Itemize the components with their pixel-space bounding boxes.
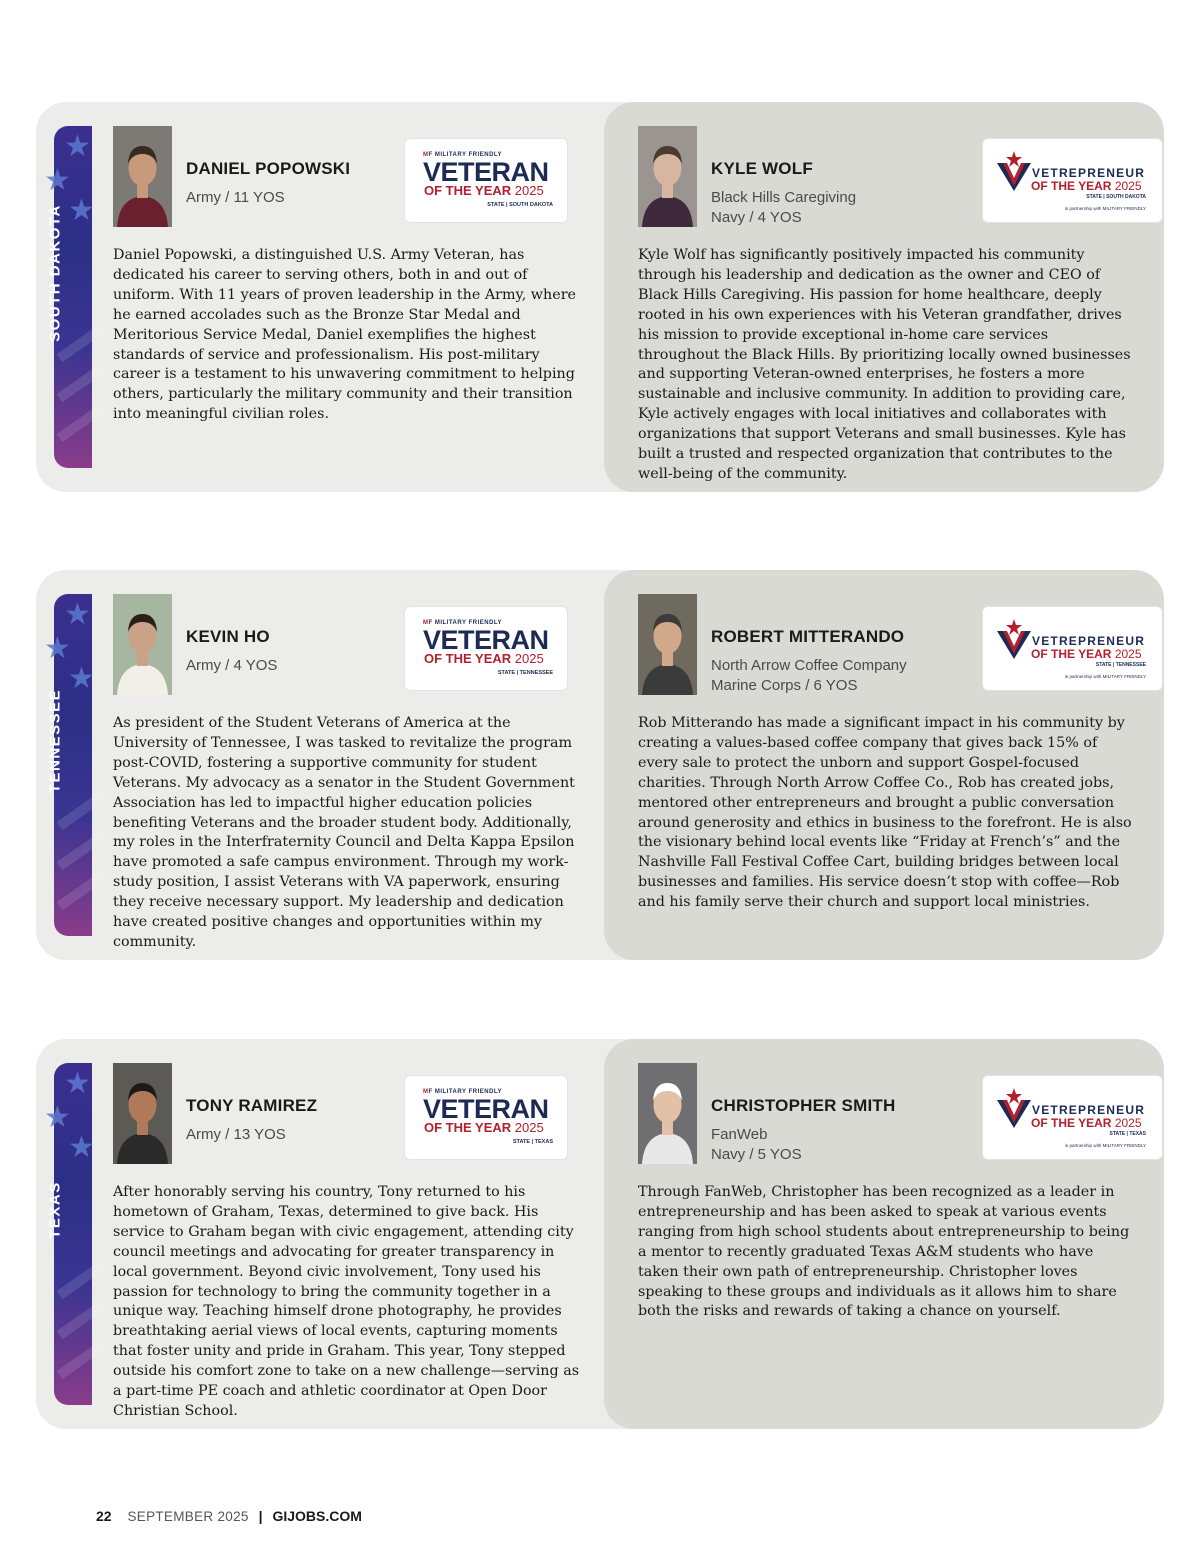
vetrepreneur-of-the-year-badge: [983, 139, 1162, 222]
flag-stripe: [57, 788, 112, 831]
honoree-photo: [638, 594, 697, 695]
flag-stripe: [57, 868, 112, 911]
flag-stripe: [57, 828, 112, 871]
state-section: ★ ★ ★ TEXAS TONY RAMIREZ Army / 13 YOS MF MILITARY FRIENDLY VETERAN OF THE YEAR 2025 STATE | TEXAS After honorably serving his country, Tony returned to his hometown of Graham, Texas, determined to give back. His service to Graham began with civic engagement, attending city council meetings and advocating for greater transparency in local government. Beyond civic involvement, Tony used his passion for technology to bring the community together in a unique way. Teaching himself drone photography, he provides breathtaking aerial views of local events, capturing moments that foster unity and pride in Graham. This year, Tony stepped outside his comfort zone to take on a new challenge—serving as a part-time PE coach and athletic coordinator at Open Door Christian School. CHRISTOPHER SMITH FanWeb Navy / 5 YOS VETREPRENEUR OF THE YEAR 2025 STATE | TEXAS in partnership with MILITARY FRIENDLY Through FanWeb, Christopher has been recognized as a leader in entrepreneurship and has been asked to speak at various events ranging from high school students about entrepreneurship to being a mentor to recently graduated Texas A&M students who have taken their own path of entrepreneurship. Christopher loves speaking to these groups and individuals as it allows him to share both the risks and rewards of taking a chance on yourself.: [36, 1039, 1164, 1429]
honoree-meta: [186, 188, 285, 208]
honoree-photo: [113, 594, 172, 695]
badge-state-line: STATE | TENNESSEE: [1095, 662, 1146, 668]
honoree-meta-line: Navy / 5 YOS: [711, 1146, 802, 1163]
veteran-of-the-year-badge: [405, 1076, 567, 1159]
star-icon: ★: [44, 1101, 71, 1134]
star-chevron-logo-icon: [995, 1086, 1033, 1128]
badge-partner-line: in partnership with MILITARY FRIENDLY: [1064, 1143, 1146, 1148]
honoree-photo: [113, 1063, 172, 1164]
honoree-bio: Daniel Popowski, a distinguished U.S. Army Veteran, has dedicated his career to serving others, both in and out of uniform. With 11 years of proven leadership in the Army, where he earned accolades such as the Bronze Star Medal and Meritorious Service Medal, Daniel exemplifies the highest standards of service and professionalism. His post-military career is a testament to his unwavering commitment to helping others, particularly the military community and their transition into meaningful civilian roles.: [113, 247, 577, 423]
star-chevron-logo-icon: [995, 149, 1033, 191]
state-section: ★ ★ ★ SOUTH DAKOTA DANIEL POPOWSKI Army / 11 YOS MF MILITARY FRIENDLY VETERAN OF THE YEAR 2025 STATE | SOUTH DAKOTA Daniel Popowski, a distinguished U.S. Army Veteran, has dedicated his career to serving others, both in and out of uniform. With 11 years of proven leadership in the Army, where he earned accolades such as the Bronze Star Medal and Meritorious Service Medal, Daniel exemplifies the highest standards of service and professionalism. His post-military career is a testament to his unwavering commitment to helping others, particularly the military community and their transition into meaningful civilian roles. KYLE WOLF Black Hills Caregiving Navy / 4 YOS VETREPRENEUR OF THE YEAR 2025 STATE | SOUTH DAKOTA in partnership with MILITARY FRIENDLY Kyle Wolf has significantly positively impacted his community through his leadership and dedication as the owner and CEO of Black Hills Caregiving. His passion for home healthcare, deeply rooted in his own experiences with his Veteran grandfather, drives his mission to provide exceptional in-home care services throughout the Black Hills. By prioritizing locally owned businesses and supporting Veteran-owned enterprises, he fosters a more sustainable and inclusive community. In addition to providing care, Kyle actively engages with local initiatives and collaborates with organizations that support Veterans and small businesses. Kyle has built a trusted and respected organization that contributes to the well-being of the community.: [36, 102, 1164, 492]
star-icon: ★: [64, 598, 91, 631]
honoree-meta: [186, 656, 277, 676]
badge-state-line: STATE | SOUTH DAKOTA: [487, 202, 553, 208]
badge-title: VETERAN: [423, 157, 549, 187]
flag-stripe: [57, 360, 112, 403]
honoree-bio: As president of the Student Veterans of America at the University of Tennessee, I was tasked to revitalize the program post-COVID, fostering a supportive community for student Veterans. My advocacy as a senator in the Student Government Association has led to impactful higher education policies benefiting Veterans and the broader student body. Additionally, my roles in the Interfraternity Council and Delta Kappa Epsilon have promoted a safe campus environment. Through my work-study position, I assist Veterans with VA paperwork, ensuring they receive necessary support. My leadership and dedication have created positive changes and opportunities within my community.: [113, 715, 575, 950]
page-footer: [96, 1508, 362, 1524]
honoree-bio: Rob Mitterando has made a significant impact in his community by creating a values-based coffee company that gives back 15% of every sale to protect the unborn and support Gospel-focused charities. Through North Arrow Coffee Co., Rob has created jobs, mentored other entrepreneurs and brought a public conversation around generosity and ethics in business to the forefront. He is also the visionary behind local events like “Friday at French’s” and the Nashville Fall Festival Coffee Cart, building bridges between local businesses and families. His service doesn’t stop with coffee—Rob and his family serve their church and support local ministries.: [638, 715, 1132, 911]
flag-stripe: [57, 1337, 112, 1380]
badge-subtitle: OF THE YEAR 2025: [1031, 179, 1142, 193]
honoree-meta-line: Black Hills Caregiving: [711, 189, 857, 206]
issue-date: SEPTEMBER 2025: [127, 1509, 249, 1524]
military-friendly-logo: MF MILITARY FRIENDLY: [423, 620, 503, 626]
star-icon: ★: [68, 194, 95, 227]
honoree-photo: [113, 126, 172, 227]
honoree-name: ROBERT MITTERANDO: [711, 627, 905, 646]
honoree-meta: [711, 188, 856, 228]
badge-state-line: STATE | SOUTH DAKOTA: [1086, 194, 1146, 200]
badge-partner-line: in partnership with MILITARY FRIENDLY: [1064, 674, 1146, 679]
star-icon: ★: [64, 130, 91, 163]
star-chevron-logo-icon: [995, 617, 1033, 659]
vetrepreneur-of-the-year-badge: [983, 607, 1162, 690]
star-icon: ★: [68, 1131, 95, 1164]
honoree-meta-line: Marine Corps / 6 YOS: [711, 677, 858, 694]
veteran-of-the-year-badge: [405, 607, 567, 690]
flag-stripe: [57, 320, 112, 363]
honoree-meta-line: Army / 13 YOS: [186, 1126, 286, 1143]
honoree-name: KYLE WOLF: [711, 159, 813, 178]
star-icon: ★: [44, 164, 71, 197]
honoree-name: CHRISTOPHER SMITH: [711, 1096, 896, 1115]
page-number: 22: [96, 1508, 112, 1524]
honoree-meta-line: Army / 4 YOS: [186, 657, 278, 674]
honoree-photo: [638, 1063, 697, 1164]
badge-partner-line: in partnership with MILITARY FRIENDLY: [1064, 206, 1146, 211]
badge-subtitle: OF THE YEAR 2025: [424, 183, 544, 198]
honoree-name: DANIEL POPOWSKI: [186, 159, 351, 178]
vetrepreneur-of-the-year-badge: [983, 1076, 1162, 1159]
flag-stripe: [57, 1297, 112, 1340]
badge-title: VETREPRENEUR: [1032, 166, 1146, 180]
star-icon: ★: [64, 1067, 91, 1100]
badge-subtitle: OF THE YEAR 2025: [424, 651, 544, 666]
honoree-meta: [711, 1125, 802, 1165]
badge-state-line: STATE | TENNESSEE: [497, 670, 553, 676]
honoree-meta: [711, 656, 907, 696]
honoree-meta-line: Army / 11 YOS: [186, 189, 285, 206]
military-friendly-logo: MF MILITARY FRIENDLY: [423, 1089, 503, 1095]
honoree-meta: [186, 1125, 286, 1145]
footer-separator: |: [258, 1508, 263, 1524]
badge-title: VETERAN: [423, 625, 549, 655]
flag-stripe: [57, 400, 112, 443]
honoree-meta-line: North Arrow Coffee Company: [711, 657, 907, 674]
honoree-name: TONY RAMIREZ: [186, 1096, 318, 1115]
honoree-name: KEVIN HO: [186, 627, 270, 646]
badge-state-line: STATE | TEXAS: [512, 1139, 553, 1145]
military-friendly-logo: MF MILITARY FRIENDLY: [423, 152, 503, 158]
honoree-meta-line: FanWeb: [711, 1126, 768, 1143]
honoree-bio: After honorably serving his country, Tony returned to his hometown of Graham, Texas, determined to give back. His service to Graham began with civic engagement, attending city council meetings and advocating for greater transparency in local government. Beyond civic involvement, Tony used his passion for technology to bring the community together in a unique way. Teaching himself drone photography, he provides breathtaking aerial views of local events, capturing moments that foster unity and pride in Graham. This year, Tony stepped outside his comfort zone to take on a new challenge—serving as a part-time PE coach and athletic coordinator at Open Door Christian School.: [113, 1184, 580, 1419]
badge-title: VETREPRENEUR: [1032, 1103, 1146, 1117]
badge-title: VETERAN: [423, 1094, 549, 1124]
badge-subtitle: OF THE YEAR 2025: [1031, 1116, 1142, 1130]
honoree-bio: Through FanWeb, Christopher has been recognized as a leader in entrepreneurship and has been asked to speak at various events ranging from high school students about entrepreneurship to being a mentor to recently graduated Texas A&M students who have taken their own path of entrepreneurship. Christopher loves speaking to these groups and individuals as it allows him to share both the risks and rewards of taking a chance on yourself.: [638, 1184, 1130, 1320]
badge-subtitle: OF THE YEAR 2025: [1031, 647, 1142, 661]
honoree-meta-line: Navy / 4 YOS: [711, 209, 802, 226]
star-icon: ★: [68, 662, 95, 695]
star-icon: ★: [44, 632, 71, 665]
site-link[interactable]: GIJOBS.COM: [272, 1508, 362, 1524]
badge-state-line: STATE | TEXAS: [1109, 1131, 1146, 1137]
badge-subtitle: OF THE YEAR 2025: [424, 1120, 544, 1135]
badge-title: VETREPRENEUR: [1032, 634, 1146, 648]
flag-stripe: [57, 1257, 112, 1300]
state-section: ★ ★ ★ TENNESSEE KEVIN HO Army / 4 YOS MF MILITARY FRIENDLY VETERAN OF THE YEAR 2025 STATE | TENNESSEE As president of the Student Veterans of America at the University of Tennessee, I was tasked to revitalize the program post-COVID, fostering a supportive community for student Veterans. My advocacy as a senator in the Student Government Association has led to impactful higher education policies benefiting Veterans and the broader student body. Additionally, my roles in the Interfraternity Council and Delta Kappa Epsilon have promoted a safe campus environment. Through my work-study position, I assist Veterans with VA paperwork, ensuring they receive necessary support. My leadership and dedication have created positive changes and opportunities within my community. ROBERT MITTERANDO North Arrow Coffee Company Marine Corps / 6 YOS VETREPRENEUR OF THE YEAR 2025 STATE | TENNESSEE in partnership with MILITARY FRIENDLY Rob Mitterando has made a significant impact in his community by creating a values-based coffee company that gives back 15% of every sale to protect the unborn and support Gospel-focused charities. Through North Arrow Coffee Co., Rob has created jobs, mentored other entrepreneurs and brought a public conversation around generosity and ethics in business to the forefront. He is also the visionary behind local events like “Friday at French’s” and the Nashville Fall Festival Coffee Cart, building bridges between local businesses and families. His service doesn’t stop with coffee—Rob and his family serve their church and support local ministries.: [36, 570, 1164, 960]
honoree-bio: Kyle Wolf has significantly positively impacted his community through his leadership and dedication as the owner and CEO of Black Hills Caregiving. His passion for home healthcare, deeply rooted in his own experiences with his Veteran grandfather, drives his mission to provide exceptional in-home care services throughout the Black Hills. By prioritizing locally owned businesses and supporting Veteran-owned enterprises, he fosters a more sustainable and inclusive community. In addition to providing care, Kyle actively engages with local initiatives and collaborates with organizations that support Veterans and small businesses. Kyle has built a trusted and respected organization that contributes to the well-being of the community.: [638, 247, 1131, 482]
honoree-photo: [638, 126, 697, 227]
veteran-of-the-year-badge: [405, 139, 567, 222]
